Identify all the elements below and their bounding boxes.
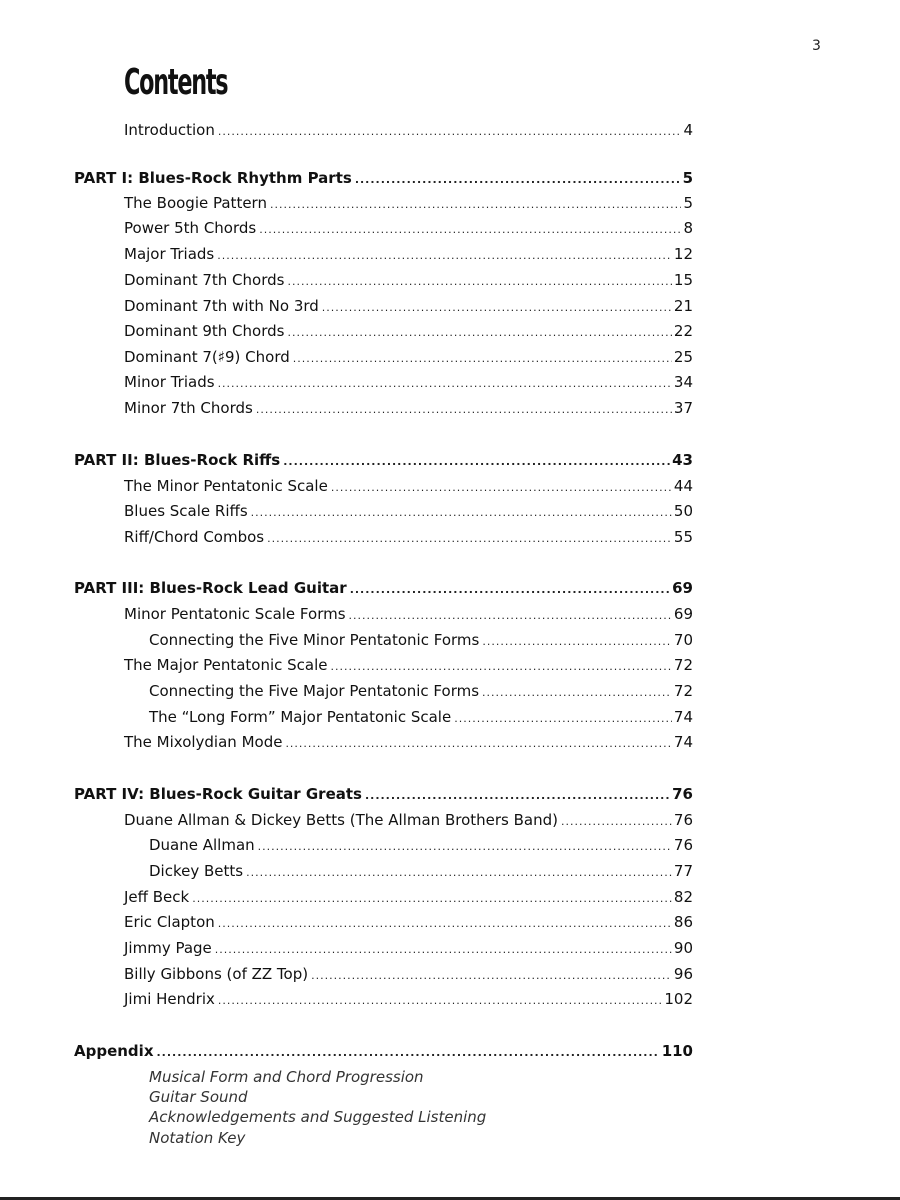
- dot-leader: [355, 169, 681, 191]
- toc-entry[interactable]: [124, 886, 693, 908]
- toc-entry-page: 50: [673, 502, 693, 520]
- dot-leader: [256, 399, 672, 421]
- toc-entry[interactable]: [124, 346, 693, 368]
- dot-leader: [192, 888, 672, 910]
- dot-leader: [251, 502, 672, 524]
- appendix-item: Acknowledgements and Suggested Listening: [149, 1108, 487, 1126]
- toc-entry-page: 55: [673, 528, 693, 546]
- dot-leader: [322, 297, 672, 319]
- toc-entry-page: 5: [683, 194, 693, 212]
- toc-entry-page: 77: [673, 862, 693, 880]
- dot-leader: [258, 836, 672, 858]
- dot-leader: [293, 348, 672, 370]
- toc-part-page: 110: [661, 1042, 693, 1060]
- dot-leader: [246, 862, 672, 884]
- toc-part-page: 76: [672, 785, 693, 803]
- dot-leader: [350, 579, 670, 601]
- dot-leader: [157, 1042, 660, 1064]
- toc-entry-label: Connecting the Five Major Pentatonic Forms: [149, 682, 480, 700]
- toc-appendix[interactable]: [74, 1040, 693, 1062]
- toc-entry[interactable]: [124, 731, 693, 753]
- dot-leader: [331, 477, 672, 499]
- dot-leader: [270, 194, 681, 216]
- toc-entry-page: 70: [673, 631, 693, 649]
- toc-entry-label: Minor Pentatonic Scale Forms: [124, 605, 346, 623]
- toc-entry-page: 102: [664, 990, 693, 1008]
- toc-subentry[interactable]: [149, 629, 693, 651]
- toc-entry-page: 37: [673, 399, 693, 417]
- dot-leader: [331, 656, 672, 678]
- toc-entry-label: Eric Clapton: [124, 913, 215, 931]
- toc-entry-label: Minor 7th Chords: [124, 399, 253, 417]
- toc-entry-label: Introduction: [124, 121, 215, 139]
- dot-leader: [267, 528, 672, 550]
- toc-entry-page: 12: [673, 245, 693, 263]
- toc-subentry[interactable]: [149, 680, 693, 702]
- dot-leader: [349, 605, 672, 627]
- toc-entry-label: The Mixolydian Mode: [124, 733, 283, 751]
- toc-subentry[interactable]: [149, 834, 693, 856]
- toc-entry-label: Duane Allman: [149, 836, 255, 854]
- toc-part-page: 43: [672, 451, 693, 469]
- toc-entry[interactable]: [124, 269, 693, 291]
- toc-entry-page: 69: [673, 605, 693, 623]
- toc-entry-page: 44: [673, 477, 693, 495]
- toc-entry-label: The Major Pentatonic Scale: [124, 656, 328, 674]
- dot-leader: [561, 811, 672, 833]
- toc-entry-label: Blues Scale Riffs: [124, 502, 248, 520]
- toc-entry-page: 74: [673, 708, 693, 726]
- toc-entry-page: 96: [673, 965, 693, 983]
- toc-entry-label: Connecting the Five Minor Pentatonic Forms: [149, 631, 480, 649]
- toc-entry-page: 34: [673, 373, 693, 391]
- toc-entry-page: 90: [673, 939, 693, 957]
- toc-entry-page: 82: [673, 888, 693, 906]
- toc-entry-page: 74: [673, 733, 693, 751]
- toc-entry[interactable]: [124, 988, 693, 1010]
- page-title: Contents: [124, 62, 228, 103]
- toc-entry[interactable]: [124, 243, 693, 265]
- toc-subentry[interactable]: [149, 860, 693, 882]
- toc-entry[interactable]: [124, 911, 693, 933]
- toc-part-label: PART IV: Blues-Rock Guitar Greats: [74, 785, 362, 803]
- toc-entry-page: 22: [673, 322, 693, 340]
- toc-entry-label: Power 5th Chords: [124, 219, 257, 237]
- toc-entry[interactable]: [124, 654, 693, 676]
- toc-part-label: Appendix: [74, 1042, 154, 1060]
- toc-entry-label: Dominant 7th Chords: [124, 271, 285, 289]
- toc-entry-page: 76: [673, 811, 693, 829]
- toc-entry-page: 8: [683, 219, 693, 237]
- toc-entry[interactable]: [124, 475, 693, 497]
- toc-entry-page: 4: [683, 121, 693, 139]
- toc-entry-label: The Boogie Pattern: [124, 194, 267, 212]
- toc-entry-page: 86: [673, 913, 693, 931]
- toc-entry[interactable]: [124, 603, 693, 625]
- dot-leader: [259, 219, 681, 241]
- toc-part-4[interactable]: [74, 783, 693, 805]
- dot-leader: [215, 939, 672, 961]
- dot-leader: [482, 682, 672, 704]
- page-number: 3: [812, 38, 821, 54]
- toc-entry-label: Riff/Chord Combos: [124, 528, 265, 546]
- toc-entry[interactable]: [124, 320, 693, 342]
- toc-entry-label: Jeff Beck: [124, 888, 190, 906]
- toc-entry-label: The “Long Form” Major Pentatonic Scale: [149, 708, 452, 726]
- dot-leader: [218, 990, 662, 1012]
- toc-part-2[interactable]: [74, 449, 693, 471]
- toc-entry-page: 72: [673, 656, 693, 674]
- toc-entry-label: Jimi Hendrix: [124, 990, 215, 1008]
- toc-entry-introduction[interactable]: [124, 119, 693, 141]
- dot-leader: [218, 373, 672, 395]
- dot-leader: [287, 271, 671, 293]
- toc-part-label: PART III: Blues-Rock Lead Guitar: [74, 579, 347, 597]
- dot-leader: [287, 322, 671, 344]
- toc-entry[interactable]: [124, 526, 693, 548]
- toc-entry-label: Major Triads: [124, 245, 215, 263]
- toc-part-1[interactable]: [74, 167, 693, 189]
- dot-leader: [311, 965, 672, 987]
- toc-entry[interactable]: [124, 963, 693, 985]
- toc-entry[interactable]: [124, 500, 693, 522]
- toc-entry-label: Billy Gibbons (of ZZ Top): [124, 965, 309, 983]
- toc-entry-label: The Minor Pentatonic Scale: [124, 477, 328, 495]
- toc-entry-label: Minor Triads: [124, 373, 215, 391]
- toc-part-label: PART II: Blues-Rock Riffs: [74, 451, 281, 469]
- toc-entry[interactable]: [124, 397, 693, 419]
- toc-entry[interactable]: [124, 192, 693, 214]
- toc-entry-label: Dominant 7th with No 3rd: [124, 297, 319, 315]
- appendix-item: Guitar Sound: [149, 1088, 248, 1106]
- toc-entry-page: 72: [673, 682, 693, 700]
- appendix-item: Musical Form and Chord Progression: [149, 1068, 424, 1086]
- toc-entry-page: 21: [673, 297, 693, 315]
- toc-entry[interactable]: [124, 809, 693, 831]
- toc-part-3[interactable]: [74, 577, 693, 599]
- dot-leader: [218, 121, 682, 143]
- toc-entry-page: 76: [673, 836, 693, 854]
- dot-leader: [365, 785, 670, 807]
- dot-leader: [218, 913, 672, 935]
- toc-entry[interactable]: [124, 217, 693, 239]
- toc-entry-label: Dominant 7(♯9) Chord: [124, 348, 290, 366]
- toc-part-page: 69: [672, 579, 693, 597]
- toc-part-label: PART I: Blues-Rock Rhythm Parts: [74, 169, 352, 187]
- toc-entry-page: 15: [673, 271, 693, 289]
- toc-entry-label: Jimmy Page: [124, 939, 212, 957]
- toc-subentry[interactable]: [149, 706, 693, 728]
- toc-entry-label: Dominant 9th Chords: [124, 322, 285, 340]
- appendix-item: Notation Key: [149, 1129, 246, 1147]
- dot-leader: [285, 733, 671, 755]
- toc-entry-label: Duane Allman & Dickey Betts (The Allman Brothers Band): [124, 811, 558, 829]
- toc-entry[interactable]: [124, 937, 693, 959]
- dot-leader: [482, 631, 672, 653]
- dot-leader: [454, 708, 672, 730]
- dot-leader: [283, 451, 670, 473]
- toc-entry[interactable]: [124, 295, 693, 317]
- toc-entry[interactable]: [124, 371, 693, 393]
- toc-entry-label: Dickey Betts: [149, 862, 244, 880]
- toc-entry-page: 25: [673, 348, 693, 366]
- dot-leader: [217, 245, 672, 267]
- toc-part-page: 5: [682, 169, 693, 187]
